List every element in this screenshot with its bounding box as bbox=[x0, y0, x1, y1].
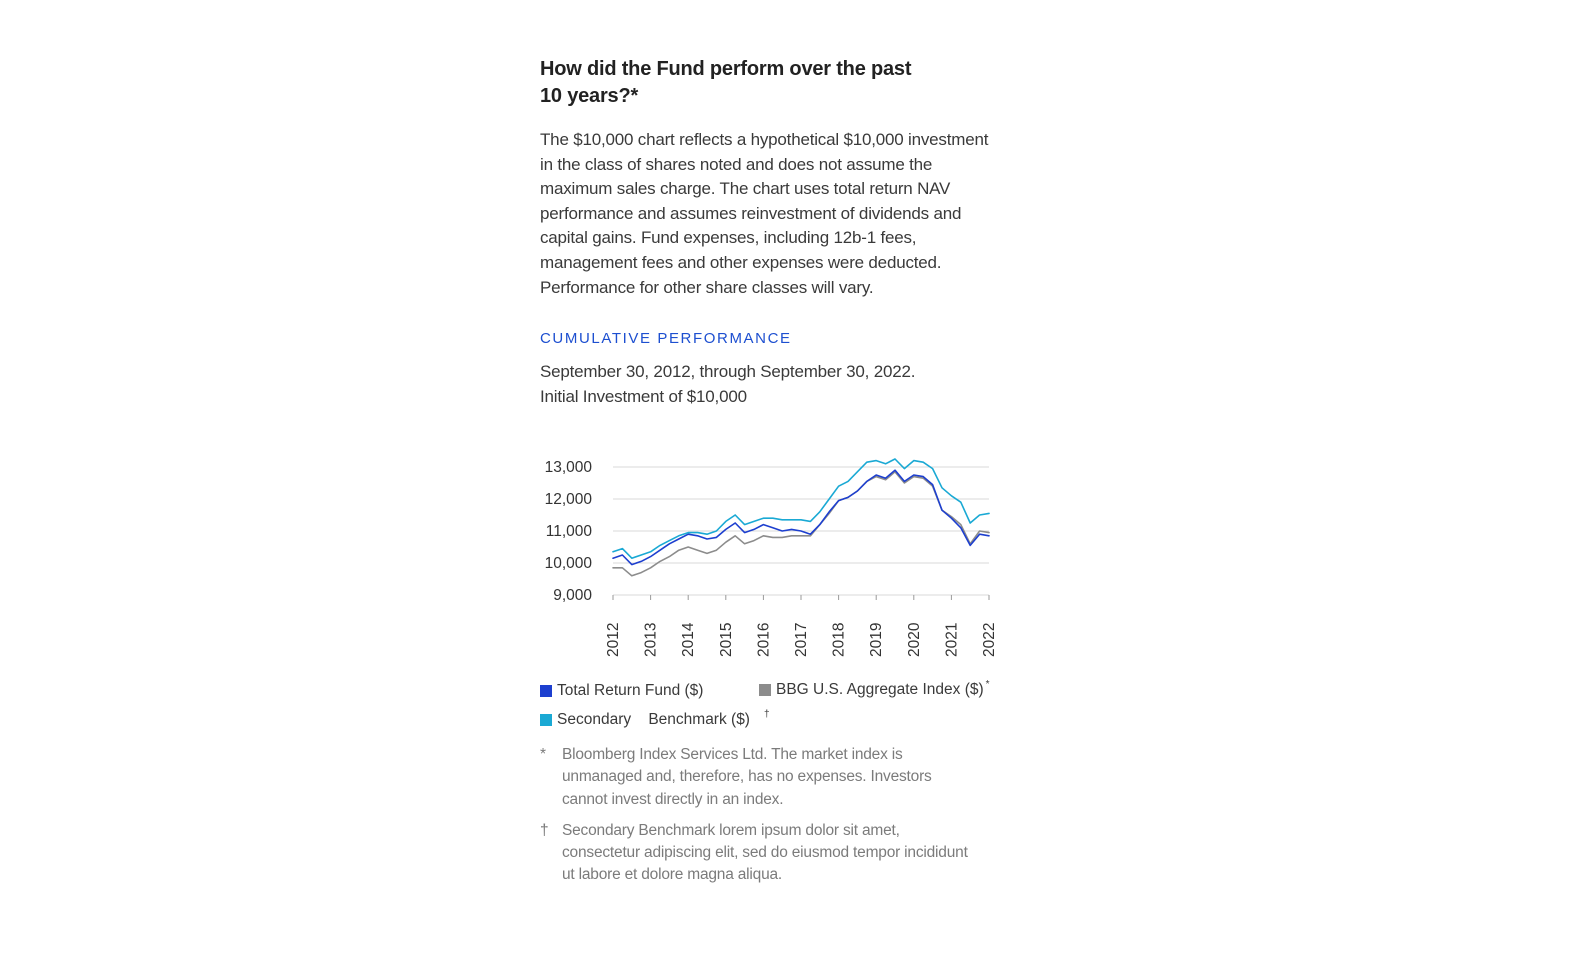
x-tick-label: 2016 bbox=[755, 622, 773, 657]
chart-svg bbox=[530, 450, 1010, 672]
chart-subtitle-line1: September 30, 2012, through September 30, 2022. bbox=[540, 362, 916, 382]
x-tick-label: 2019 bbox=[868, 622, 886, 657]
performance-chart bbox=[530, 450, 1010, 672]
legend-label-fund: Total Return Fund ($) bbox=[557, 682, 704, 699]
x-tick-label: 2021 bbox=[943, 622, 961, 657]
section-label: CUMULATIVE PERFORMANCE bbox=[540, 330, 792, 348]
legend-item-secondary bbox=[540, 708, 770, 729]
y-tick-label: 10,000 bbox=[544, 555, 592, 572]
x-tick-label: 2018 bbox=[830, 622, 848, 657]
y-tick-label: 11,000 bbox=[545, 523, 592, 540]
page-heading: How did the Fund perform over the past 10 years?* bbox=[540, 58, 912, 107]
footnote-text: Secondary Benchmark lorem ipsum dolor sit amet, consectetur adipiscing elit, sed do eiusmod tempor incididunt ut labore et dolore magna aliqua. bbox=[562, 821, 968, 884]
legend-label-index: BBG U.S. Aggregate Index ($) bbox=[776, 681, 984, 698]
content-panel bbox=[540, 56, 1040, 409]
chart-subtitle bbox=[540, 360, 1040, 409]
chart-subtitle-line2: Initial Investment of $10,000 bbox=[540, 386, 747, 406]
footnote-index bbox=[540, 744, 980, 811]
x-tick-label: 2015 bbox=[717, 622, 735, 657]
legend-mark-secondary: † bbox=[763, 708, 770, 720]
x-tick-label: 2017 bbox=[793, 622, 810, 657]
series-line-index bbox=[613, 472, 989, 576]
chart-legend bbox=[540, 679, 1040, 739]
legend-item-fund bbox=[540, 682, 703, 700]
footnote-secondary bbox=[540, 820, 980, 887]
legend-swatch-secondary bbox=[540, 714, 552, 726]
y-tick-label: 12,000 bbox=[544, 491, 592, 508]
y-tick-label: 9,000 bbox=[553, 587, 592, 604]
intro-paragraph: The $10,000 chart reflects a hypothetical $10,000 investment in the class of shares noted and does not assume the maximum sales charge. The chart uses total return NAV performance and assumes reinvestment of dividends and capital gains. Fund expenses, including 12b-1 fees, management fees and other expenses were deducted. Performance for other share classes will vary. bbox=[540, 130, 989, 297]
x-tick-label: 2022 bbox=[981, 622, 998, 657]
legend-item-index bbox=[759, 678, 990, 699]
y-tick-label: 13,000 bbox=[544, 459, 592, 476]
footnote-mark: † bbox=[540, 821, 549, 839]
x-tick-label: 2014 bbox=[680, 622, 698, 657]
x-tick-label: 2013 bbox=[642, 622, 660, 657]
x-tick-label: 2020 bbox=[905, 622, 923, 657]
legend-swatch-fund bbox=[540, 685, 552, 697]
legend-mark-index: * bbox=[985, 678, 990, 690]
legend-swatch-index bbox=[759, 684, 771, 696]
footnotes bbox=[540, 744, 980, 896]
legend-label-secondary: Secondary Benchmark ($) bbox=[557, 711, 750, 728]
footnote-text: Bloomberg Index Services Ltd. The market index is unmanaged and, therefore, has no expenses. Investors cannot invest directly in an index. bbox=[562, 746, 932, 808]
series-line-fund bbox=[613, 470, 989, 564]
footnote-mark: * bbox=[540, 746, 546, 763]
x-tick-label: 2012 bbox=[605, 622, 622, 657]
